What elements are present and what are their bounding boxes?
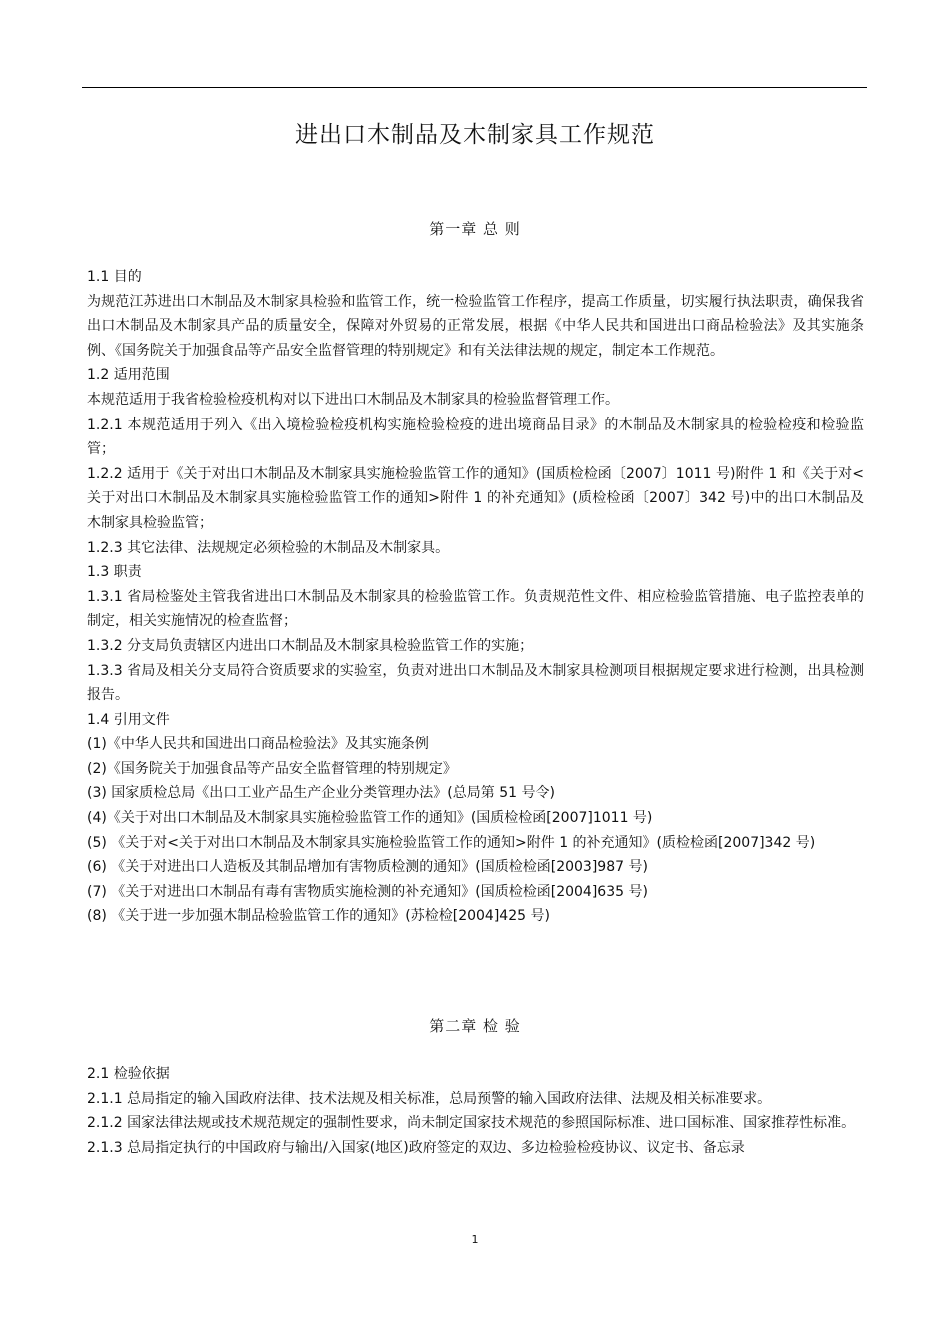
paragraph: 2.1.2 国家法律法规或技术规范规定的强制性要求，尚未制定国家技术规范的参照国际标准、进口国标准、国家推荐性标准。 <box>87 1115 856 1132</box>
paragraph: 1.3.1 省局检鉴处主管我省进出口木制品及木制家具的检验监管工作。负责规范性文件、相应检验监管措施、电子监控表单的制定，相关实施情况的检查监督； <box>87 588 864 630</box>
section-heading: 1.1 目的 <box>87 269 142 285</box>
section-heading: 2.1 检验依据 <box>87 1066 170 1082</box>
paragraph: 2.1.3 总局指定执行的中国政府与输出/入国家(地区)政府签定的双边、多边检验检疫协议、议定书、备忘录 <box>87 1139 745 1156</box>
reference-item: (7) 《关于对进出口木制品有毒有害物质实施检测的补充通知》(国质检检函[2004]635 号) <box>87 883 648 900</box>
header-rule <box>82 87 867 88</box>
reference-item: (2)《国务院关于加强食品等产品安全监督管理的特别规定》 <box>87 760 457 777</box>
paragraph: 1.2.2 适用于《关于对出口木制品及木制家具实施检验监管工作的通知》(国质检检函〔2007〕1011 号)附件 1 和《关于对<关于对出口木制品及木制家具实施检验监管工作的通知>附件 1 的补充通知》(质检检函〔2007〕342 号)中的出口木制品及木制家具检验监管； <box>87 465 864 531</box>
reference-item: (1)《中华人民共和国进出口商品检验法》及其实施条例 <box>87 736 429 753</box>
page-number: 1 <box>471 1233 479 1246</box>
section-heading: 1.4 引用文件 <box>87 711 170 728</box>
paragraph: 1.2.3 其它法律、法规规定必须检验的木制品及木制家具。 <box>87 539 450 556</box>
paragraph: 2.1.1 总局指定的输入国政府法律、技术法规及相关标准，总局预警的输入国政府法律、法规及相关标准要求。 <box>87 1090 772 1107</box>
chapter-1-body <box>87 265 864 929</box>
chapter-2-body <box>87 1062 864 1160</box>
reference-item: (8) 《关于进一步加强木制品检验监管工作的通知》(苏检检[2004]425 号) <box>87 908 550 925</box>
chapter-2-heading: 第二章 检 验 <box>429 1017 521 1035</box>
reference-item: (5) 《关于对<关于对出口木制品及木制家具实施检验监管工作的通知>附件 1 的补充通知》(质检检函[2007]342 号) <box>87 834 816 851</box>
reference-item: (4)《关于对出口木制品及木制家具实施检验监管工作的通知》(国质检检函[2007]1011 号) <box>87 810 653 827</box>
paragraph: 本规范适用于我省检验检疫机构对以下进出口木制品及木制家具的检验监督管理工作。 <box>87 391 619 408</box>
paragraph: 为规范江苏进出口木制品及木制家具检验和监管工作，统一检验监管工作程序，提高工作质量，切实履行执法职责，确保我省出口木制品及木制家具产品的质量安全，保障对外贸易的正常发展，根据《中华人民共和国进出口商品检验法》及其实施条例、《国务院关于加强食品等产品安全监督管理的特别规定》和有关法律法规的规定，制定本工作规范。 <box>87 293 864 359</box>
reference-item: (6) 《关于对进出口人造板及其制品增加有害物质检测的通知》(国质检检函[2003]987 号) <box>87 859 648 876</box>
paragraph: 1.2.1 本规范适用于列入《出入境检验检疫机构实施检验检疫的进出境商品目录》的木制品及木制家具的检验检疫和检验监管； <box>87 416 864 458</box>
chapter-1-heading: 第一章 总 则 <box>429 220 521 238</box>
section-heading: 1.2 适用范围 <box>87 367 170 384</box>
paragraph: 1.3.3 省局及相关分支局符合资质要求的实验室，负责对进出口木制品及木制家具检测项目根据规定要求进行检测，出具检测报告。 <box>87 662 864 704</box>
paragraph: 1.3.2 分支局负责辖区内进出口木制品及木制家具检验监管工作的实施； <box>87 637 534 654</box>
document-title: 进出口木制品及木制家具工作规范 <box>295 122 655 148</box>
reference-item: (3) 国家质检总局《出口工业产品生产企业分类管理办法》(总局第 51 号令) <box>87 785 555 802</box>
section-heading: 1.3 职责 <box>87 564 142 581</box>
